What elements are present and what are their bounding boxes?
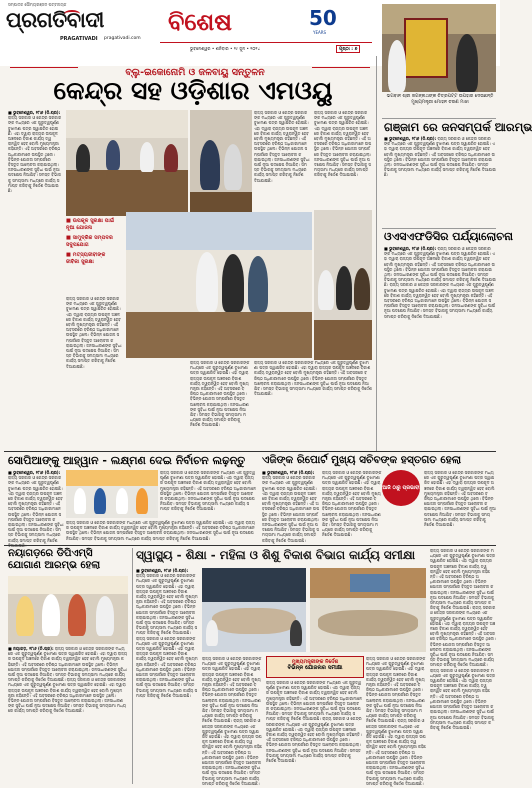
lead-column-5 (254, 110, 310, 208)
logo-sub: PRAGATIVADI (60, 36, 98, 42)
badge-text: YEARS (313, 30, 327, 35)
lead-column-2 (66, 296, 122, 446)
kicker-rule-right (312, 67, 370, 68)
lead-subhead-1: ■ ଉପକୂଳ ସୁରକ୍ଷା ପାଇଁ ନୂଆ ଯୋଜନା (66, 218, 115, 231)
bottom-story-5: ରାଜ୍ୟ ସରକାର ଓ କେନ୍ଦ୍ର ସରକାରଙ୍କ ମଧ୍ୟରେ ଏକ ଗୁରୁତ୍ୱପୂର୍ଣ୍ଣ ବୁଝାମଣା ପତ୍ର ସ୍ୱାକ୍ଷରିତ ହୋଇଛି। ଏହା ଦ୍ୱାରା ରାଜ୍ୟର ଉପକୂଳ ଅଞ୍ଚଳରେ ବିକାଶ କାର୍ଯ୍ୟ ତ୍ୱରାନ୍ୱିତ ହେବ ବୋଲି ମୁଖ୍ୟମନ୍ତ୍ରୀ କହିଛନ୍ତି। ଏହି ଅବସରରେ ବରିଷ୍ଠ ଅଧିକାରୀମାନେ ଉପସ୍ଥିତ ଥିଲେ। ବିଭିନ୍ନ ଯୋଜନା ସମ୍ପର୍କରେ ବିସ୍ତୃତ ଆଲୋଚନା କରାଯାଇଥିଲା। ଜନସାଧାରଣଙ୍କ ସୁବିଧା ପାଇଁ ନୂଆ ପଦକ୍ଷେପ ନିଆଯିବ। ସମସ୍ତ ବିଭାଗକୁ ସମୟସୀମା ମଧ୍ୟରେ କାର୍ଯ୍ୟ ସମାପ୍ତ କରିବାକୁ ନିର୍ଦ୍ଦେଶ ଦିଆଯାଇଛି। ରାଜ୍ୟ ସରକାର ଓ କେନ୍ଦ୍ର ସରକାରଙ୍କ ମଧ୍ୟରେ ଏକ ଗୁରୁତ୍ୱପୂର୍ଣ୍ଣ ବୁଝାମଣା ପତ୍ର ସ୍ୱାକ୍ଷରିତ ହୋଇଛି। ଏହା ଦ୍ୱାରା ରାଜ୍ୟର ଉପକୂଳ ଅଞ୍ଚଳରେ ବିକାଶ କାର୍ଯ୍ୟ ତ୍ୱରାନ୍ୱିତ ହେବ ବୋଲି ମୁଖ୍ୟମନ୍ତ୍ରୀ କହିଛନ୍ତି। ଏହି ଅବସରରେ ବରିଷ୍ଠ ଅଧିକାରୀମାନେ ଉପସ୍ଥିତ ଥିଲେ। ବିଭିନ୍ନ ଯୋଜନା ସମ୍ପର୍କରେ ବିସ୍ତୃତ ଆଲୋଚନା କରାଯାଇଥିଲା। ଜନସାଧାରଣଙ୍କ ସୁବିଧା ପାଇଁ ନୂଆ ପଦକ୍ଷେପ ନିଆଯିବ। ସମସ୍ତ ବିଭାଗକୁ ସମୟସୀମା ମଧ୍ୟରେ କାର୍ଯ୍ୟ ସମାପ୍ତ କରିବାକୁ ନିର୍ଦ୍ଦେଶ ଦିଆଯାଇଛି। ରାଜ୍ୟ ସରକାର ଓ କେନ୍ଦ୍ର ସରକାରଙ୍କ ମଧ୍ୟରେ ଏକ ଗୁରୁତ୍ୱପୂର୍ଣ୍ଣ ବୁଝାମଣା ପତ୍ର ସ୍ୱାକ୍ଷରିତ ହୋଇଛି। ଏହା ଦ୍ୱାରା ରାଜ୍ୟର ଉପକୂଳ ଅଞ୍ଚଳରେ ବିକାଶ କାର୍ଯ୍ୟ ତ୍ୱରାନ୍ୱିତ ହେବ ବୋଲି ମୁଖ୍ୟମନ୍ତ୍ରୀ କହିଛନ୍ତି। ଏହି ଅବସରରେ ବରିଷ୍ଠ ଅଧିକାରୀମାନେ ଉପସ୍ଥିତ ଥିଲେ। ବିଭିନ୍ନ ଯୋଜନା ସମ୍ପର୍କରେ ବିସ୍ତୃତ ଆଲୋଚନା କରାଯାଇଥିଲା। ଜନସାଧାରଣଙ୍କ ସୁବିଧା ପାଇଁ ନୂଆ ପଦକ୍ଷେପ ନିଆଯିବ। ସମସ୍ତ ବିଭାଗକୁ ସମୟସୀମା ମଧ୍ୟରେ କାର୍ଯ୍ୟ ସମାପ୍ତ କରିବାକୁ ନିର୍ଦ୍ଦେଶ ଦିଆଯାଇଛି। (430, 548, 496, 730)
effective-stamp-text: ଆଜି ଠାରୁ ପ୍ରଭାବୀ (382, 485, 420, 491)
lead-column-1 (8, 110, 62, 450)
middle-photo-rally (66, 470, 158, 518)
right-byline-2: ■ ଭୁବନେଶ୍ୱର, ୨୮ା୬ (ନି.ପ୍ର): (384, 246, 437, 251)
right-story-2: ■ ଭୁବନେଶ୍ୱର, ୨୮ା୬ (ନି.ପ୍ର): ରାଜ୍ୟ ସରକାର ଓ କେନ୍ଦ୍ର ସରକାରଙ୍କ ମଧ୍ୟରେ ଏକ ଗୁରୁତ୍ୱପୂର୍ଣ୍ଣ ବୁଝାମଣା ପତ୍ର ସ୍ୱାକ୍ଷରିତ ହୋଇଛି। ଏହା ଦ୍ୱାରା ରାଜ୍ୟର ଉପକୂଳ ଅଞ୍ଚଳରେ ବିକାଶ କାର୍ଯ୍ୟ ତ୍ୱରାନ୍ୱିତ ହେବ ବୋଲି ମୁଖ୍ୟମନ୍ତ୍ରୀ କହିଛନ୍ତି। ଏହି ଅବସରରେ ବରିଷ୍ଠ ଅଧିକାରୀମାନେ ଉପସ୍ଥିତ ଥିଲେ। ବିଭିନ୍ନ ଯୋଜନା ସମ୍ପର୍କରେ ବିସ୍ତୃତ ଆଲୋଚନା କରାଯାଇଥିଲା। ଜନସାଧାରଣଙ୍କ ସୁବିଧା ପାଇଁ ନୂଆ ପଦକ୍ଷେପ ନିଆଯିବ। ସମସ୍ତ ବିଭାଗକୁ ସମୟସୀମା ମଧ୍ୟରେ କାର୍ଯ୍ୟ ସମାପ୍ତ କରିବାକୁ ନିର୍ଦ୍ଦେଶ ଦିଆଯାଇଛି। ରାଜ୍ୟ ସରକାର ଓ କେନ୍ଦ୍ର ସରକାରଙ୍କ ମଧ୍ୟରେ ଏକ ଗୁରୁତ୍ୱପୂର୍ଣ୍ଣ ବୁଝାମଣା ପତ୍ର ସ୍ୱାକ୍ଷରିତ ହୋଇଛି। ଏହା ଦ୍ୱାରା ରାଜ୍ୟର ଉପକୂଳ ଅଞ୍ଚଳରେ ବିକାଶ କାର୍ଯ୍ୟ ତ୍ୱରାନ୍ୱିତ ହେବ ବୋଲି ମୁଖ୍ୟମନ୍ତ୍ରୀ କହିଛନ୍ତି। ଏହି ଅବସରରେ ବରିଷ୍ଠ ଅଧିକାରୀମାନେ ଉପସ୍ଥିତ ଥିଲେ। ବିଭିନ୍ନ ଯୋଜନା ସମ୍ପର୍କରେ ବିସ୍ତୃତ ଆଲୋଚନା କରାଯାଇଥିଲା। ଜନସାଧାରଣଙ୍କ ସୁବିଧା ପାଇଁ ନୂଆ ପଦକ୍ଷେପ ନିଆଯିବ। ସମସ୍ତ ବିଭାଗକୁ ସମୟସୀମା ମଧ୍ୟରେ କାର୍ଯ୍ୟ ସମାପ୍ତ କରିବାକୁ ନିର୍ଦ୍ଦେଶ ଦିଆଯାଇଛି। (384, 246, 496, 319)
bottom-left-byline: ■ ନୟାଗଡ଼, ୨୮ା୬ (ନି.ପ୍ର): (8, 646, 54, 651)
lead-col6-text: ରାଜ୍ୟ ସରକାର ଓ କେନ୍ଦ୍ର ସରକାରଙ୍କ ମଧ୍ୟରେ ଏକ ଗୁରୁତ୍ୱପୂର୍ଣ୍ଣ ବୁଝାମଣା ପତ୍ର ସ୍ୱାକ୍ଷରିତ ହୋଇଛି। ଏହା ଦ୍ୱାରା ରାଜ୍ୟର ଉପକୂଳ ଅଞ୍ଚଳରେ ବିକାଶ କାର୍ଯ୍ୟ ତ୍ୱରାନ୍ୱିତ ହେବ ବୋଲି ମୁଖ୍ୟମନ୍ତ୍ରୀ କହିଛନ୍ତି। ଏହି ଅବସରରେ ବରିଷ୍ଠ ଅଧିକାରୀମାନେ ଉପସ୍ଥିତ ଥିଲେ। ବିଭିନ୍ନ ଯୋଜନା ସମ୍ପର୍କରେ ବିସ୍ତୃତ ଆଲୋଚନା କରାଯାଇଥିଲା। ଜନସାଧାରଣଙ୍କ ସୁବିଧା ପାଇଁ ନୂଆ ପଦକ୍ଷେପ ନିଆଯିବ। ସମସ୍ତ ବିଭାଗକୁ ସମୟସୀମା ମଧ୍ୟରେ କାର୍ଯ୍ୟ ସମାପ୍ତ କରିବାକୁ ନିର୍ଦ୍ଦେଶ ଦିଆଯାଇଛି। (314, 110, 372, 178)
lead-byline: ■ ଭୁବନେଶ୍ୱର, ୨୮ା୬ (ନି.ପ୍ର): (8, 110, 61, 115)
right-photo-caption: ଭଗବାନ ଶ୍ରୀ ଜଗନ୍ନାଥଙ୍କ ଚିତ୍ରପଟ୍ଟ ଉପହାର ଦେଉଛନ୍ତି ମୁଖ୍ୟମନ୍ତ୍ରୀ ମୋହନ ଚରଣ ମାଝୀ (386, 94, 494, 105)
lead-photo-meeting (66, 110, 188, 216)
bottom-left-headline: ନୟାଗଡ଼ରେ ଡିପିଏମ୍ସି ଯୋଗାଣ ଆରମ୍ଭ ହେଲା (8, 548, 101, 571)
bottom-story-5-text: ରାଜ୍ୟ ସରକାର ଓ କେନ୍ଦ୍ର ସରକାରଙ୍କ ମଧ୍ୟରେ ଏକ ଗୁରୁତ୍ୱପୂର୍ଣ୍ଣ ବୁଝାମଣା ପତ୍ର ସ୍ୱାକ୍ଷରିତ ହୋଇଛି। ଏହା ଦ୍ୱାରା ରାଜ୍ୟର ଉପକୂଳ ଅଞ୍ଚଳରେ ବିକାଶ କାର୍ଯ୍ୟ ତ୍ୱରାନ୍ୱିତ ହେବ ବୋଲି ମୁଖ୍ୟମନ୍ତ୍ରୀ କହିଛନ୍ତି। ଏହି ଅବସରରେ ବରିଷ୍ଠ ଅଧିକାରୀମାନେ ଉପସ୍ଥିତ ଥିଲେ। ବିଭିନ୍ନ ଯୋଜନା ସମ୍ପର୍କରେ ବିସ୍ତୃତ ଆଲୋଚନା କରାଯାଇଥିଲା। ଜନସାଧାରଣଙ୍କ ସୁବିଧା ପାଇଁ ନୂଆ ପଦକ୍ଷେପ ନିଆଯିବ। ସମସ୍ତ ବିଭାଗକୁ ସମୟସୀମା ମଧ୍ୟରେ କାର୍ଯ୍ୟ ସମାପ୍ତ କରିବାକୁ ନିର୍ଦ୍ଦେଶ ଦିଆଯାଇଛି। (430, 548, 496, 611)
middle-right-story-1 (262, 470, 320, 542)
middle-left-story-3 (160, 470, 256, 518)
lead-photo-officials (314, 210, 372, 360)
right-byline-1: ■ ଭୁବନେଶ୍ୱର, ୨୮ା୬ (ନି.ପ୍ର): (384, 136, 437, 141)
middle-left-story-3-text: ରାଜ୍ୟ ସରକାର ଓ କେନ୍ଦ୍ର ସରକାରଙ୍କ ମଧ୍ୟରେ ଏକ ଗୁରୁତ୍ୱପୂର୍ଣ୍ଣ ବୁଝାମଣା ପତ୍ର ସ୍ୱାକ୍ଷରିତ ହୋଇଛି। ଏହା ଦ୍ୱାରା ରାଜ୍ୟର ଉପକୂଳ ଅଞ୍ଚଳରେ ବିକାଶ କାର୍ଯ୍ୟ ତ୍ୱରାନ୍ୱିତ ହେବ ବୋଲି ମୁଖ୍ୟମନ୍ତ୍ରୀ କହିଛନ୍ତି। ଏହି ଅବସରରେ ବରିଷ୍ଠ ଅଧିକାରୀମାନେ ଉପସ୍ଥିତ ଥିଲେ। ବିଭିନ୍ନ ଯୋଜନା ସମ୍ପର୍କରେ ବିସ୍ତୃତ ଆଲୋଚନା କରାଯାଇଥିଲା। ଜନସାଧାରଣଙ୍କ ସୁବିଧା ପାଇଁ ନୂଆ ପଦକ୍ଷେପ ନିଆଯିବ। ସମସ୍ତ ବିଭାଗକୁ ସମୟସୀମା ମଧ୍ୟରେ କାର୍ଯ୍ୟ ସମାପ୍ତ କରିବାକୁ ନିର୍ଦ୍ଦେଶ ଦିଆଯାଇଛି। (160, 470, 256, 512)
badge-number: 50 (309, 6, 337, 30)
right-headline-2: ଓଏସଏଫଡିସିର ପର୍ଯ୍ୟାଲୋଚନା (384, 230, 513, 243)
lead-column-4 (190, 360, 250, 448)
page-number: ପୃଷ୍ଠା : ୭ (336, 45, 360, 53)
right-story-1 (384, 136, 496, 226)
lead-subhead-2: ■ ସାମୁଦ୍ରିକ ସମ୍ପଦର ସଦୁପଯୋଗ (66, 235, 113, 248)
masthead-tagline: ସମ୍ପାଦକ ସୌମ୍ୟରଞ୍ଜନ ପଟ୍ଟନାୟକ (8, 2, 67, 7)
lead-col5-text: ରାଜ୍ୟ ସରକାର ଓ କେନ୍ଦ୍ର ସରକାରଙ୍କ ମଧ୍ୟରେ ଏକ ଗୁରୁତ୍ୱପୂର୍ଣ୍ଣ ବୁଝାମଣା ପତ୍ର ସ୍ୱାକ୍ଷରିତ ହୋଇଛି। ଏହା ଦ୍ୱାରା ରାଜ୍ୟର ଉପକୂଳ ଅଞ୍ଚଳରେ ବିକାଶ କାର୍ଯ୍ୟ ତ୍ୱରାନ୍ୱିତ ହେବ ବୋଲି ମୁଖ୍ୟମନ୍ତ୍ରୀ କହିଛନ୍ତି। ଏହି ଅବସରରେ ବରିଷ୍ଠ ଅଧିକାରୀମାନେ ଉପସ୍ଥିତ ଥିଲେ। ବିଭିନ୍ନ ଯୋଜନା ସମ୍ପର୍କରେ ବିସ୍ତୃତ ଆଲୋଚନା କରାଯାଇଥିଲା। ଜନସାଧାରଣଙ୍କ ସୁବିଧା ପାଇଁ ନୂଆ ପଦକ୍ଷେପ ନିଆଯିବ। ସମସ୍ତ ବିଭାଗକୁ ସମୟସୀମା ମଧ୍ୟରେ କାର୍ଯ୍ୟ ସମାପ୍ତ କରିବାକୁ ନିର୍ଦ୍ଦେଶ ଦିଆଯାଇଛି। (254, 110, 310, 183)
bottom-story-2: ରାଜ୍ୟ ସରକାର ଓ କେନ୍ଦ୍ର ସରକାରଙ୍କ ମଧ୍ୟରେ ଏକ ଗୁରୁତ୍ୱପୂର୍ଣ୍ଣ ବୁଝାମଣା ପତ୍ର ସ୍ୱାକ୍ଷରିତ ହୋଇଛି। ଏହା ଦ୍ୱାରା ରାଜ୍ୟର ଉପକୂଳ ଅଞ୍ଚଳରେ ବିକାଶ କାର୍ଯ୍ୟ ତ୍ୱରାନ୍ୱିତ ହେବ ବୋଲି ମୁଖ୍ୟମନ୍ତ୍ରୀ କହିଛନ୍ତି। ଏହି ଅବସରରେ ବରିଷ୍ଠ ଅଧିକାରୀମାନେ ଉପସ୍ଥିତ ଥିଲେ। ବିଭିନ୍ନ ଯୋଜନା ସମ୍ପର୍କରେ ବିସ୍ତୃତ ଆଲୋଚନା କରାଯାଇଥିଲା। ଜନସାଧାରଣଙ୍କ ସୁବିଧା ପାଇଁ ନୂଆ ପଦକ୍ଷେପ ନିଆଯିବ। ସମସ୍ତ ବିଭାଗକୁ ସମୟସୀମା ମଧ୍ୟରେ କାର୍ଯ୍ୟ ସମାପ୍ତ କରିବାକୁ ନିର୍ଦ୍ଦେଶ ଦିଆଯାଇଛି। ରାଜ୍ୟ ସରକାର ଓ କେନ୍ଦ୍ର ସରକାରଙ୍କ ମଧ୍ୟରେ ଏକ ଗୁରୁତ୍ୱପୂର୍ଣ୍ଣ ବୁଝାମଣା ପତ୍ର ସ୍ୱାକ୍ଷରିତ ହୋଇଛି। ଏହା ଦ୍ୱାରା ରାଜ୍ୟର ଉପକୂଳ ଅଞ୍ଚଳରେ ବିକାଶ କାର୍ଯ୍ୟ ତ୍ୱରାନ୍ୱିତ ହେବ ବୋଲି ମୁଖ୍ୟମନ୍ତ୍ରୀ କହିଛନ୍ତି। ଏହି ଅବସରରେ ବରିଷ୍ଠ ଅଧିକାରୀମାନେ ଉପସ୍ଥିତ ଥିଲେ। ବିଭିନ୍ନ ଯୋଜନା ସମ୍ପର୍କରେ ବିସ୍ତୃତ ଆଲୋଚନା କରାଯାଇଥିଲା। ଜନସାଧାରଣଙ୍କ ସୁବିଧା ପାଇଁ ନୂଆ ପଦକ୍ଷେପ ନିଆଯିବ। ସମସ୍ତ ବିଭାଗକୁ ସମୟସୀମା ମଧ୍ୟରେ କାର୍ଯ୍ୟ ସମାପ୍ତ କରିବାକୁ ନିର୍ଦ୍ଦେଶ ଦିଆଯାଇଛି। (202, 656, 262, 786)
lead-col4-text: ରାଜ୍ୟ ସରକାର ଓ କେନ୍ଦ୍ର ସରକାରଙ୍କ ମଧ୍ୟରେ ଏକ ଗୁରୁତ୍ୱପୂର୍ଣ୍ଣ ବୁଝାମଣା ପତ୍ର ସ୍ୱାକ୍ଷରିତ ହୋଇଛି। ଏହା ଦ୍ୱାରା ରାଜ୍ୟର ଉପକୂଳ ଅଞ୍ଚଳରେ ବିକାଶ କାର୍ଯ୍ୟ ତ୍ୱରାନ୍ୱିତ ହେବ ବୋଲି ମୁଖ୍ୟମନ୍ତ୍ରୀ କହିଛନ୍ତି। ଏହି ଅବସରରେ ବରିଷ୍ଠ ଅଧିକାରୀମାନେ ଉପସ୍ଥିତ ଥିଲେ। ବିଭିନ୍ନ ଯୋଜନା ସମ୍ପର୍କରେ ବିସ୍ତୃତ ଆଲୋଚନା କରାଯାଇଥିଲା। ଜନସାଧାରଣଙ୍କ ସୁବିଧା ପାଇଁ ନୂଆ ପଦକ୍ଷେପ ନିଆଯିବ। ସମସ୍ତ ବିଭାଗକୁ ସମୟସୀମା ମଧ୍ୟରେ କାର୍ଯ୍ୟ ସମାପ୍ତ କରିବାକୁ ନିର୍ଦ୍ଦେଶ ଦିଆଯାଇଛି। (190, 360, 250, 428)
bottom-story-4: ରାଜ୍ୟ ସରକାର ଓ କେନ୍ଦ୍ର ସରକାରଙ୍କ ମଧ୍ୟରେ ଏକ ଗୁରୁତ୍ୱପୂର୍ଣ୍ଣ ବୁଝାମଣା ପତ୍ର ସ୍ୱାକ୍ଷରିତ ହୋଇଛି। ଏହା ଦ୍ୱାରା ରାଜ୍ୟର ଉପକୂଳ ଅଞ୍ଚଳରେ ବିକାଶ କାର୍ଯ୍ୟ ତ୍ୱରାନ୍ୱିତ ହେବ ବୋଲି ମୁଖ୍ୟମନ୍ତ୍ରୀ କହିଛନ୍ତି। ଏହି ଅବସରରେ ବରିଷ୍ଠ ଅଧିକାରୀମାନେ ଉପସ୍ଥିତ ଥିଲେ। ବିଭିନ୍ନ ଯୋଜନା ସମ୍ପର୍କରେ ବିସ୍ତୃତ ଆଲୋଚନା କରାଯାଇଥିଲା। ଜନସାଧାରଣଙ୍କ ସୁବିଧା ପାଇଁ ନୂଆ ପଦକ୍ଷେପ ନିଆଯିବ। ସମସ୍ତ ବିଭାଗକୁ ସମୟସୀମା ମଧ୍ୟରେ କାର୍ଯ୍ୟ ସମାପ୍ତ କରିବାକୁ ନିର୍ଦ୍ଦେଶ ଦିଆଯାଇଛି। ରାଜ୍ୟ ସରକାର ଓ କେନ୍ଦ୍ର ସରକାରଙ୍କ ମଧ୍ୟରେ ଏକ ଗୁରୁତ୍ୱପୂର୍ଣ୍ଣ ବୁଝାମଣା ପତ୍ର ସ୍ୱାକ୍ଷରିତ ହୋଇଛି। ଏହା ଦ୍ୱାରା ରାଜ୍ୟର ଉପକୂଳ ଅଞ୍ଚଳରେ ବିକାଶ କାର୍ଯ୍ୟ ତ୍ୱରାନ୍ୱିତ ହେବ ବୋଲି ମୁଖ୍ୟମନ୍ତ୍ରୀ କହିଛନ୍ତି। ଏହି ଅବସରରେ ବରିଷ୍ଠ ଅଧିକାରୀମାନେ ଉପସ୍ଥିତ ଥିଲେ। ବିଭିନ୍ନ ଯୋଜନା ସମ୍ପର୍କରେ ବିସ୍ତୃତ ଆଲୋଚନା କରାଯାଇଥିଲା। ଜନସାଧାରଣଙ୍କ ସୁବିଧା ପାଇଁ ନୂଆ ପଦକ୍ଷେପ ନିଆଯିବ। ସମସ୍ତ ବିଭାଗକୁ ସମୟସୀମା ମଧ୍ୟରେ କାର୍ଯ୍ୟ ସମାପ୍ତ କରିବାକୁ ନିର୍ଦ୍ଦେଶ ଦିଆଯାଇଛି। (366, 656, 426, 786)
bottom-rule (4, 545, 496, 546)
bottom-story-3: ରାଜ୍ୟ ସରକାର ଓ କେନ୍ଦ୍ର ସରକାରଙ୍କ ମଧ୍ୟରେ ଏକ ଗୁରୁତ୍ୱପୂର୍ଣ୍ଣ ବୁଝାମଣା ପତ୍ର ସ୍ୱାକ୍ଷରିତ ହୋଇଛି। ଏହା ଦ୍ୱାରା ରାଜ୍ୟର ଉପକୂଳ ଅଞ୍ଚଳରେ ବିକାଶ କାର୍ଯ୍ୟ ତ୍ୱରାନ୍ୱିତ ହେବ ବୋଲି ମୁଖ୍ୟମନ୍ତ୍ରୀ କହିଛନ୍ତି। ଏହି ଅବସରରେ ବରିଷ୍ଠ ଅଧିକାରୀମାନେ ଉପସ୍ଥିତ ଥିଲେ। ବିଭିନ୍ନ ଯୋଜନା ସମ୍ପର୍କରେ ବିସ୍ତୃତ ଆଲୋଚନା କରାଯାଇଥିଲା। ଜନସାଧାରଣଙ୍କ ସୁବିଧା ପାଇଁ ନୂଆ ପଦକ୍ଷେପ ନିଆଯିବ। ସମସ୍ତ ବିଭାଗକୁ ସମୟସୀମା ମଧ୍ୟରେ କାର୍ଯ୍ୟ ସମାପ୍ତ କରିବାକୁ ନିର୍ଦ୍ଦେଶ ଦିଆଯାଇଛି। ରାଜ୍ୟ ସରକାର ଓ କେନ୍ଦ୍ର ସରକାରଙ୍କ ମଧ୍ୟରେ ଏକ ଗୁରୁତ୍ୱପୂର୍ଣ୍ଣ ବୁଝାମଣା ପତ୍ର ସ୍ୱାକ୍ଷରିତ ହୋଇଛି। ଏହା ଦ୍ୱାରା ରାଜ୍ୟର ଉପକୂଳ ଅଞ୍ଚଳରେ ବିକାଶ କାର୍ଯ୍ୟ ତ୍ୱରାନ୍ୱିତ ହେବ ବୋଲି ମୁଖ୍ୟମନ୍ତ୍ରୀ କହିଛନ୍ତି। ଏହି ଅବସରରେ ବରିଷ୍ଠ ଅଧିକାରୀମାନେ ଉପସ୍ଥିତ ଥିଲେ। ବିଭିନ୍ନ ଯୋଜନା ସମ୍ପର୍କରେ ବିସ୍ତୃତ ଆଲୋଚନା କରାଯାଇଥିଲା। ଜନସାଧାରଣଙ୍କ ସୁବିଧା ପାଇଁ ନୂଆ ପଦକ୍ଷେପ ନିଆଯିବ। ସମସ୍ତ ବିଭାଗକୁ ସମୟସୀମା ମଧ୍ୟରେ କାର୍ଯ୍ୟ ସମାପ୍ତ କରିବାକୁ ନିର୍ଦ୍ଦେଶ ଦିଆଯାଇଛି। (266, 680, 362, 764)
masthead-rule (160, 42, 372, 43)
middle-right-story-3 (424, 470, 496, 542)
bottom-story-3-text: ରାଜ୍ୟ ସରକାର ଓ କେନ୍ଦ୍ର ସରକାରଙ୍କ ମଧ୍ୟରେ ଏକ ଗୁରୁତ୍ୱପୂର୍ଣ୍ଣ ବୁଝାମଣା ପତ୍ର ସ୍ୱାକ୍ଷରିତ ହୋଇଛି। ଏହା ଦ୍ୱାରା ରାଜ୍ୟର ଉପକୂଳ ଅଞ୍ଚଳରେ ବିକାଶ କାର୍ଯ୍ୟ ତ୍ୱରାନ୍ୱିତ ହେବ ବୋଲି ମୁଖ୍ୟମନ୍ତ୍ରୀ କହିଛନ୍ତି। ଏହି ଅବସରରେ ବରିଷ୍ଠ ଅଧିକାରୀମାନେ ଉପସ୍ଥିତ ଥିଲେ। ବିଭିନ୍ନ ଯୋଜନା ସମ୍ପର୍କରେ ବିସ୍ତୃତ ଆଲୋଚନା କରାଯାଇଥିଲା। ଜନସାଧାରଣଙ୍କ ସୁବିଧା ପାଇଁ ନୂଆ ପଦକ୍ଷେପ ନିଆଯିବ। ସମସ୍ତ ବିଭାଗକୁ ସମୟସୀମା ମଧ୍ୟରେ କାର୍ଯ୍ୟ ସମାପ୍ତ କରିବାକୁ ନିର୍ଦ୍ଦେଶ ଦିଆଯାଇଛି। (266, 680, 362, 722)
logo-swoosh (64, 10, 80, 18)
bottom-story-2-text: ରାଜ୍ୟ ସରକାର ଓ କେନ୍ଦ୍ର ସରକାରଙ୍କ ମଧ୍ୟରେ ଏକ ଗୁରୁତ୍ୱପୂର୍ଣ୍ଣ ବୁଝାମଣା ପତ୍ର ସ୍ୱାକ୍ଷରିତ ହୋଇଛି। ଏହା ଦ୍ୱାରା ରାଜ୍ୟର ଉପକୂଳ ଅଞ୍ଚଳରେ ବିକାଶ କାର୍ଯ୍ୟ ତ୍ୱରାନ୍ୱିତ ହେବ ବୋଲି ମୁଖ୍ୟମନ୍ତ୍ରୀ କହିଛନ୍ତି। ଏହି ଅବସରରେ ବରିଷ୍ଠ ଅଧିକାରୀମାନେ ଉପସ୍ଥିତ ଥିଲେ। ବିଭିନ୍ନ ଯୋଜନା ସମ୍ପର୍କରେ ବିସ୍ତୃତ ଆଲୋଚନା କରାଯାଇଥିଲା। ଜନସାଧାରଣଙ୍କ ସୁବିଧା ପାଇଁ ନୂଆ ପଦକ୍ଷେପ ନିଆଯିବ। ସମସ୍ତ ବିଭାଗକୁ ସମୟସୀମା ମଧ୍ୟରେ କାର୍ଯ୍ୟ ସମାପ୍ତ କରିବାକୁ ନିର୍ଦ୍ଦେଶ ଦିଆଯାଇଛି। (202, 656, 262, 724)
anniversary-badge (303, 6, 341, 40)
lead-kicker (80, 60, 310, 78)
lead-column-7 (254, 360, 372, 448)
logo (6, 8, 146, 36)
middle-left-story-2-text: ରାଜ୍ୟ ସରକାର ଓ କେନ୍ଦ୍ର ସରକାରଙ୍କ ମଧ୍ୟରେ ଏକ ଗୁରୁତ୍ୱପୂର୍ଣ୍ଣ ବୁଝାମଣା ପତ୍ର ସ୍ୱାକ୍ଷରିତ ହୋଇଛି। ଏହା ଦ୍ୱାରା ରାଜ୍ୟର ଉପକୂଳ ଅଞ୍ଚଳରେ ବିକାଶ କାର୍ଯ୍ୟ ତ୍ୱରାନ୍ୱିତ ହେବ ବୋଲି ମୁଖ୍ୟମନ୍ତ୍ରୀ କହିଛନ୍ତି। ଏହି ଅବସରରେ ବରିଷ୍ଠ ଅଧିକାରୀମାନେ ଉପସ୍ଥିତ ଥିଲେ। ବିଭିନ୍ନ ଯୋଜନା ସମ୍ପର୍କରେ ବିସ୍ତୃତ ଆଲୋଚନା କରାଯାଇଥିଲା। ଜନସାଧାରଣଙ୍କ ସୁବିଧା ପାଇଁ ନୂଆ ପଦକ୍ଷେପ ନିଆଯିବ। ସମସ୍ତ ବିଭାଗକୁ ସମୟସୀମା ମଧ୍ୟରେ କାର୍ଯ୍ୟ ସମାପ୍ତ କରିବାକୁ ନିର୍ଦ୍ଦେଶ ଦିଆଯାଇଛି। (66, 520, 255, 541)
middle-right-byline: ■ ଭୁବନେଶ୍ୱର, ୨୮ା୬ (ନି.ପ୍ର): (262, 470, 315, 475)
middle-right-story-2-text: ରାଜ୍ୟ ସରକାର ଓ କେନ୍ଦ୍ର ସରକାରଙ୍କ ମଧ୍ୟରେ ଏକ ଗୁରୁତ୍ୱପୂର୍ଣ୍ଣ ବୁଝାମଣା ପତ୍ର ସ୍ୱାକ୍ଷରିତ ହୋଇଛି। ଏହା ଦ୍ୱାରା ରାଜ୍ୟର ଉପକୂଳ ଅଞ୍ଚଳରେ ବିକାଶ କାର୍ଯ୍ୟ ତ୍ୱରାନ୍ୱିତ ହେବ ବୋଲି ମୁଖ୍ୟମନ୍ତ୍ରୀ କହିଛନ୍ତି। ଏହି ଅବସରରେ ବରିଷ୍ଠ ଅଧିକାରୀମାନେ ଉପସ୍ଥିତ ଥିଲେ। ବିଭିନ୍ନ ଯୋଜନା ସମ୍ପର୍କରେ ବିସ୍ତୃତ ଆଲୋଚନା କରାଯାଇଥିଲା। ଜନସାଧାରଣଙ୍କ ସୁବିଧା ପାଇଁ ନୂଆ ପଦକ୍ଷେପ ନିଆଯିବ। ସମସ୍ତ ବିଭାଗକୁ ସମୟସୀମା ମଧ୍ୟରେ କାର୍ଯ୍ୟ ସମାପ୍ତ କରିବାକୁ ନିର୍ଦ୍ଦେଶ ଦିଆଯାଇଛି। (322, 470, 382, 538)
right-story-2-text: ରାଜ୍ୟ ସରକାର ଓ କେନ୍ଦ୍ର ସରକାରଙ୍କ ମଧ୍ୟରେ ଏକ ଗୁରୁତ୍ୱପୂର୍ଣ୍ଣ ବୁଝାମଣା ପତ୍ର ସ୍ୱାକ୍ଷରିତ ହୋଇଛି। ଏହା ଦ୍ୱାରା ରାଜ୍ୟର ଉପକୂଳ ଅଞ୍ଚଳରେ ବିକାଶ କାର୍ଯ୍ୟ ତ୍ୱରାନ୍ୱିତ ହେବ ବୋଲି ମୁଖ୍ୟମନ୍ତ୍ରୀ କହିଛନ୍ତି। ଏହି ଅବସରରେ ବରିଷ୍ଠ ଅଧିକାରୀମାନେ ଉପସ୍ଥିତ ଥିଲେ। ବିଭିନ୍ନ ଯୋଜନା ସମ୍ପର୍କରେ ବିସ୍ତୃତ ଆଲୋଚନା କରାଯାଇଥିଲା। ଜନସାଧାରଣଙ୍କ ସୁବିଧା ପାଇଁ ନୂଆ ପଦକ୍ଷେପ ନିଆଯିବ। ସମସ୍ତ ବିଭାଗକୁ ସମୟସୀମା ମଧ୍ୟରେ କାର୍ଯ୍ୟ ସମାପ୍ତ କରିବାକୁ ନିର୍ଦ୍ଦେଶ ଦିଆଯାଇଛି। (384, 246, 496, 288)
bottom-story-4-text: ରାଜ୍ୟ ସରକାର ଓ କେନ୍ଦ୍ର ସରକାରଙ୍କ ମଧ୍ୟରେ ଏକ ଗୁରୁତ୍ୱପୂର୍ଣ୍ଣ ବୁଝାମଣା ପତ୍ର ସ୍ୱାକ୍ଷରିତ ହୋଇଛି। ଏହା ଦ୍ୱାରା ରାଜ୍ୟର ଉପକୂଳ ଅଞ୍ଚଳରେ ବିକାଶ କାର୍ଯ୍ୟ ତ୍ୱରାନ୍ୱିତ ହେବ ବୋଲି ମୁଖ୍ୟମନ୍ତ୍ରୀ କହିଛନ୍ତି। ଏହି ଅବସରରେ ବରିଷ୍ଠ ଅଧିକାରୀମାନେ ଉପସ୍ଥିତ ଥିଲେ। ବିଭିନ୍ନ ଯୋଜନା ସମ୍ପର୍କରେ ବିସ୍ତୃତ ଆଲୋଚନା କରାଯାଇଥିଲା। ଜନସାଧାରଣଙ୍କ ସୁବିଧା ପାଇଁ ନୂଆ ପଦକ୍ଷେପ ନିଆଯିବ। ସମସ୍ତ ବିଭାଗକୁ ସମୟସୀମା ମଧ୍ୟରେ କାର୍ଯ୍ୟ ସମାପ୍ତ କରିବାକୁ ନିର୍ଦ୍ଦେଶ ଦିଆଯାଇଛି। (366, 656, 426, 724)
bottom-photo-review (310, 568, 426, 652)
right-rule-2 (382, 228, 496, 229)
vertical-divider (376, 56, 377, 451)
lead-column-6 (314, 110, 372, 208)
bottom-left-photo (8, 576, 128, 644)
lead-col2-text: ରାଜ୍ୟ ସରକାର ଓ କେନ୍ଦ୍ର ସରକାରଙ୍କ ମଧ୍ୟରେ ଏକ ଗୁରୁତ୍ୱପୂର୍ଣ୍ଣ ବୁଝାମଣା ପତ୍ର ସ୍ୱାକ୍ଷରିତ ହୋଇଛି। ଏହା ଦ୍ୱାରା ରାଜ୍ୟର ଉପକୂଳ ଅଞ୍ଚଳରେ ବିକାଶ କାର୍ଯ୍ୟ ତ୍ୱରାନ୍ୱିତ ହେବ ବୋଲି ମୁଖ୍ୟମନ୍ତ୍ରୀ କହିଛନ୍ତି। ଏହି ଅବସରରେ ବରିଷ୍ଠ ଅଧିକାରୀମାନେ ଉପସ୍ଥିତ ଥିଲେ। ବିଭିନ୍ନ ଯୋଜନା ସମ୍ପର୍କରେ ବିସ୍ତୃତ ଆଲୋଚନା କରାଯାଇଥିଲା। ଜନସାଧାରଣଙ୍କ ସୁବିଧା ପାଇଁ ନୂଆ ପଦକ୍ଷେପ ନିଆଯିବ। ସମସ୍ତ ବିଭାଗକୁ ସମୟସୀମା ମଧ୍ୟରେ କାର୍ଯ୍ୟ ସମାପ୍ତ କରିବାକୁ ନିର୍ଦ୍ଦେଶ ଦିଆଯାଇଛି। (66, 296, 122, 369)
lead-photo-signing (190, 110, 252, 216)
bottom-left-story: ■ ନୟାଗଡ଼, ୨୮ା୬ (ନି.ପ୍ର): ରାଜ୍ୟ ସରକାର ଓ କେନ୍ଦ୍ର ସରକାରଙ୍କ ମଧ୍ୟରେ ଏକ ଗୁରୁତ୍ୱପୂର୍ଣ୍ଣ ବୁଝାମଣା ପତ୍ର ସ୍ୱାକ୍ଷରିତ ହୋଇଛି। ଏହା ଦ୍ୱାରା ରାଜ୍ୟର ଉପକୂଳ ଅଞ୍ଚଳରେ ବିକାଶ କାର୍ଯ୍ୟ ତ୍ୱରାନ୍ୱିତ ହେବ ବୋଲି ମୁଖ୍ୟମନ୍ତ୍ରୀ କହିଛନ୍ତି। ଏହି ଅବସରରେ ବରିଷ୍ଠ ଅଧିକାରୀମାନେ ଉପସ୍ଥିତ ଥିଲେ। ବିଭିନ୍ନ ଯୋଜନା ସମ୍ପର୍କରେ ବିସ୍ତୃତ ଆଲୋଚନା କରାଯାଇଥିଲା। ଜନସାଧାରଣଙ୍କ ସୁବିଧା ପାଇଁ ନୂଆ ପଦକ୍ଷେପ ନିଆଯିବ। ସମସ୍ତ ବିଭାଗକୁ ସମୟସୀମା ମଧ୍ୟରେ କାର୍ଯ୍ୟ ସମାପ୍ତ କରିବାକୁ ନିର୍ଦ୍ଦେଶ ଦିଆଯାଇଛି। ରାଜ୍ୟ ସରକାର ଓ କେନ୍ଦ୍ର ସରକାରଙ୍କ ମଧ୍ୟରେ ଏକ ଗୁରୁତ୍ୱପୂର୍ଣ୍ଣ ବୁଝାମଣା ପତ୍ର ସ୍ୱାକ୍ଷରିତ ହୋଇଛି। ଏହା ଦ୍ୱାରା ରାଜ୍ୟର ଉପକୂଳ ଅଞ୍ଚଳରେ ବିକାଶ କାର୍ଯ୍ୟ ତ୍ୱରାନ୍ୱିତ ହେବ ବୋଲି ମୁଖ୍ୟମନ୍ତ୍ରୀ କହିଛନ୍ତି। ଏହି ଅବସରରେ ବରିଷ୍ଠ ଅଧିକାରୀମାନେ ଉପସ୍ଥିତ ଥିଲେ। ବିଭିନ୍ନ ଯୋଜନା ସମ୍ପର୍କରେ ବିସ୍ତୃତ ଆଲୋଚନା କରାଯାଇଥିଲା। ଜନସାଧାରଣଙ୍କ ସୁବିଧା ପାଇଁ ନୂଆ ପଦକ୍ଷେପ ନିଆଯିବ। ସମସ୍ତ ବିଭାଗକୁ ସମୟସୀମା ମଧ୍ୟରେ କାର୍ଯ୍ୟ ସମାପ୍ତ କରିବାକୁ ନିର୍ଦ୍ଦେଶ ଦିଆଯାଇଛି। (8, 646, 128, 714)
bottom-story-1-text: ରାଜ୍ୟ ସରକାର ଓ କେନ୍ଦ୍ର ସରକାରଙ୍କ ମଧ୍ୟରେ ଏକ ଗୁରୁତ୍ୱପୂର୍ଣ୍ଣ ବୁଝାମଣା ପତ୍ର ସ୍ୱାକ୍ଷରିତ ହୋଇଛି। ଏହା ଦ୍ୱାରା ରାଜ୍ୟର ଉପକୂଳ ଅଞ୍ଚଳରେ ବିକାଶ କାର୍ଯ୍ୟ ତ୍ୱରାନ୍ୱିତ ହେବ ବୋଲି ମୁଖ୍ୟମନ୍ତ୍ରୀ କହିଛନ୍ତି। ଏହି ଅବସରରେ ବରିଷ୍ଠ ଅଧିକାରୀମାନେ ଉପସ୍ଥିତ ଥିଲେ। ବିଭିନ୍ନ ଯୋଜନା ସମ୍ପର୍କରେ ବିସ୍ତୃତ ଆଲୋଚନା କରାଯାଇଥିଲା। ଜନସାଧାରଣଙ୍କ ସୁବିଧା ପାଇଁ ନୂଆ ପଦକ୍ଷେପ ନିଆଯିବ। ସମସ୍ତ ବିଭାଗକୁ ସମୟସୀମା ମଧ୍ୟରେ କାର୍ଯ୍ୟ ସମାପ୍ତ କରିବାକୁ ନିର୍ଦ୍ଦେଶ ଦିଆଯାଇଛି। (136, 573, 198, 636)
lead-photo-group (126, 212, 312, 358)
bottom-divider (132, 548, 133, 784)
effective-stamp (382, 470, 420, 506)
website: pragativadi.com (104, 36, 141, 41)
middle-right-story-2 (322, 470, 382, 542)
bottom-byline: ■ ଭୁବନେଶ୍ୱର, ୨୮ା୬ (ନି.ପ୍ର): (136, 568, 189, 573)
lead-kicker-text: ବ୍ଲୁ-ଇକୋନୋମି ଓ ଜଳବାୟୁ ସନ୍ତୁଳନ (125, 67, 265, 78)
lead-subhead-3: ■ ମତ୍ସ୍ୟଜୀବୀଙ୍କ ଜୀବିକା ସୁରକ୍ଷା (66, 252, 106, 265)
kicker-rule-left (10, 67, 78, 68)
middle-left-byline: ■ ଭୁବନେଶ୍ୱର, ୨୮ା୬ (ନି.ପ୍ର): (8, 470, 61, 475)
bottom-headline: ସ୍ୱାସ୍ଥ୍ୟ - ଶିକ୍ଷା - ମହିଳା ଓ ଶିଶୁ ବିକାଶ ବିଭାଗ କାର୍ଯ୍ୟ ସମୀକ୍ଷା (136, 548, 416, 562)
middle-right-story-1-text: ରାଜ୍ୟ ସରକାର ଓ କେନ୍ଦ୍ର ସରକାରଙ୍କ ମଧ୍ୟରେ ଏକ ଗୁରୁତ୍ୱପୂର୍ଣ୍ଣ ବୁଝାମଣା ପତ୍ର ସ୍ୱାକ୍ଷରିତ ହୋଇଛି। ଏହା ଦ୍ୱାରା ରାଜ୍ୟର ଉପକୂଳ ଅଞ୍ଚଳରେ ବିକାଶ କାର୍ଯ୍ୟ ତ୍ୱରାନ୍ୱିତ ହେବ ବୋଲି ମୁଖ୍ୟମନ୍ତ୍ରୀ କହିଛନ୍ତି। ଏହି ଅବସରରେ ବରିଷ୍ଠ ଅଧିକାରୀମାନେ ଉପସ୍ଥିତ ଥିଲେ। ବିଭିନ୍ନ ଯୋଜନା ସମ୍ପର୍କରେ ବିସ୍ତୃତ ଆଲୋଚନା କରାଯାଇଥିଲା। ଜନସାଧାରଣଙ୍କ ସୁବିଧା ପାଇଁ ନୂଆ ପଦକ୍ଷେପ ନିଆଯିବ। ସମସ୍ତ ବିଭାଗକୁ ସମୟସୀମା ମଧ୍ୟରେ କାର୍ଯ୍ୟ ସମାପ୍ତ କରିବାକୁ ନିର୍ଦ୍ଦେଶ ଦିଆଯାଇଛି। (262, 475, 320, 543)
middle-left-story (8, 470, 64, 542)
middle-left-story-text: ରାଜ୍ୟ ସରକାର ଓ କେନ୍ଦ୍ର ସରକାରଙ୍କ ମଧ୍ୟରେ ଏକ ଗୁରୁତ୍ୱପୂର୍ଣ୍ଣ ବୁଝାମଣା ପତ୍ର ସ୍ୱାକ୍ଷରିତ ହୋଇଛି। ଏହା ଦ୍ୱାରା ରାଜ୍ୟର ଉପକୂଳ ଅଞ୍ଚଳରେ ବିକାଶ କାର୍ଯ୍ୟ ତ୍ୱରାନ୍ୱିତ ହେବ ବୋଲି ମୁଖ୍ୟମନ୍ତ୍ରୀ କହିଛନ୍ତି। ଏହି ଅବସରରେ ବରିଷ୍ଠ ଅଧିକାରୀମାନେ ଉପସ୍ଥିତ ଥିଲେ। ବିଭିନ୍ନ ଯୋଜନା ସମ୍ପର୍କରେ ବିସ୍ତୃତ ଆଲୋଚନା କରାଯାଇଥିଲା। ଜନସାଧାରଣଙ୍କ ସୁବିଧା ପାଇଁ ନୂଆ ପଦକ୍ଷେପ ନିଆଯିବ। ସମସ୍ତ ବିଭାଗକୁ ସମୟସୀମା ମଧ୍ୟରେ କାର୍ଯ୍ୟ ସମାପ୍ତ କରିବାକୁ ନିର୍ଦ୍ଦେଶ (8, 475, 64, 543)
bottom-story-1: ■ ଭୁବନେଶ୍ୱର, ୨୮ା୬ (ନି.ପ୍ର): ରାଜ୍ୟ ସରକାର ଓ କେନ୍ଦ୍ର ସରକାରଙ୍କ ମଧ୍ୟରେ ଏକ ଗୁରୁତ୍ୱପୂର୍ଣ୍ଣ ବୁଝାମଣା ପତ୍ର ସ୍ୱାକ୍ଷରିତ ହୋଇଛି। ଏହା ଦ୍ୱାରା ରାଜ୍ୟର ଉପକୂଳ ଅଞ୍ଚଳରେ ବିକାଶ କାର୍ଯ୍ୟ ତ୍ୱରାନ୍ୱିତ ହେବ ବୋଲି ମୁଖ୍ୟମନ୍ତ୍ରୀ କହିଛନ୍ତି। ଏହି ଅବସରରେ ବରିଷ୍ଠ ଅଧିକାରୀମାନେ ଉପସ୍ଥିତ ଥିଲେ। ବିଭିନ୍ନ ଯୋଜନା ସମ୍ପର୍କରେ ବିସ୍ତୃତ ଆଲୋଚନା କରାଯାଇଥିଲା। ଜନସାଧାରଣଙ୍କ ସୁବିଧା ପାଇଁ ନୂଆ ପଦକ୍ଷେପ ନିଆଯିବ। ସମସ୍ତ ବିଭାଗକୁ ସମୟସୀମା ମଧ୍ୟରେ କାର୍ଯ୍ୟ ସମାପ୍ତ କରିବାକୁ ନିର୍ଦ୍ଦେଶ ଦିଆଯାଇଛି। ରାଜ୍ୟ ସରକାର ଓ କେନ୍ଦ୍ର ସରକାରଙ୍କ ମଧ୍ୟରେ ଏକ ଗୁରୁତ୍ୱପୂର୍ଣ୍ଣ ବୁଝାମଣା ପତ୍ର ସ୍ୱାକ୍ଷରିତ ହୋଇଛି। ଏହା ଦ୍ୱାରା ରାଜ୍ୟର ଉପକୂଳ ଅଞ୍ଚଳରେ ବିକାଶ କାର୍ଯ୍ୟ ତ୍ୱରାନ୍ୱିତ ହେବ ବୋଲି ମୁଖ୍ୟମନ୍ତ୍ରୀ କହିଛନ୍ତି। ଏହି ଅବସରରେ ବରିଷ୍ଠ ଅଧିକାରୀମାନେ ଉପସ୍ଥିତ ଥିଲେ। ବିଭିନ୍ନ ଯୋଜନା ସମ୍ପର୍କରେ ବିସ୍ତୃତ ଆଲୋଚନା କରାଯାଇଥିଲା। ଜନସାଧାରଣଙ୍କ ସୁବିଧା ପାଇଁ ନୂଆ ପଦକ୍ଷେପ ନିଆଯିବ। ସମସ୍ତ ବିଭାଗକୁ ସମୟସୀମା ମଧ୍ୟରେ କାର୍ଯ୍ୟ ସମାପ୍ତ କରିବାକୁ ନିର୍ଦ୍ଦେଶ ଦିଆଯାଇଛି। (136, 568, 198, 698)
middle-right-headline: ଏଜିଙ୍କ ରିପୋର୍ଟ ମୁଖ୍ୟ ସଚିବଙ୍କ ହସ୍ତଗତ ହେଲା (262, 454, 462, 466)
right-story-1-text: ରାଜ୍ୟ ସରକାର ଓ କେନ୍ଦ୍ର ସରକାରଙ୍କ ମଧ୍ୟରେ ଏକ ଗୁରୁତ୍ୱପୂର୍ଣ୍ଣ ବୁଝାମଣା ପତ୍ର ସ୍ୱାକ୍ଷରିତ ହୋଇଛି। ଏହା ଦ୍ୱାରା ରାଜ୍ୟର ଉପକୂଳ ଅଞ୍ଚଳରେ ବିକାଶ କାର୍ଯ୍ୟ ତ୍ୱରାନ୍ୱିତ ହେବ ବୋଲି ମୁଖ୍ୟମନ୍ତ୍ରୀ କହିଛନ୍ତି। ଏହି ଅବସରରେ ବରିଷ୍ଠ ଅଧିକାରୀମାନେ ଉପସ୍ଥିତ ଥିଲେ। ବିଭିନ୍ନ ଯୋଜନା ସମ୍ପର୍କରେ ବିସ୍ତୃତ ଆଲୋଚନା କରାଯାଇଥିଲା। ଜନସାଧାରଣଙ୍କ ସୁବିଧା ପାଇଁ ନୂଆ ପଦକ୍ଷେପ ନିଆଯିବ। ସମସ୍ତ ବିଭାଗକୁ ସମୟସୀମା ମଧ୍ୟରେ କାର୍ଯ୍ୟ ସମାପ୍ତ କରିବାକୁ ନିର୍ଦ୍ଦେଶ ଦିଆଯାଇଛି। (384, 136, 496, 178)
middle-rule (4, 451, 496, 452)
lead-subheads (66, 218, 120, 266)
lead-col1-text: ରାଜ୍ୟ ସରକାର ଓ କେନ୍ଦ୍ର ସରକାରଙ୍କ ମଧ୍ୟରେ ଏକ ଗୁରୁତ୍ୱପୂର୍ଣ୍ଣ ବୁଝାମଣା ପତ୍ର ସ୍ୱାକ୍ଷରିତ ହୋଇଛି। ଏହା ଦ୍ୱାରା ରାଜ୍ୟର ଉପକୂଳ ଅଞ୍ଚଳରେ ବିକାଶ କାର୍ଯ୍ୟ ତ୍ୱରାନ୍ୱିତ ହେବ ବୋଲି ମୁଖ୍ୟମନ୍ତ୍ରୀ କହିଛନ୍ତି। ଏହି ଅବସରରେ ବରିଷ୍ଠ ଅଧିକାରୀମାନେ ଉପସ୍ଥିତ ଥିଲେ। ବିଭିନ୍ନ ଯୋଜନା ସମ୍ପର୍କରେ ବିସ୍ତୃତ ଆଲୋଚନା କରାଯାଇଥିଲା। ଜନସାଧାରଣଙ୍କ ସୁବିଧା ପାଇଁ ନୂଆ ପଦକ୍ଷେପ ନିଆଯିବ। ସମସ୍ତ ବିଭାଗକୁ ସମୟସୀମା ମଧ୍ୟରେ କାର୍ଯ୍ୟ ସମାପ୍ତ କରିବାକୁ ନିର୍ଦ୍ଦେଶ ଦିଆଯାଇଛି। (8, 115, 62, 194)
right-headline-1: ଗଞ୍ଜାମ ରେ ଜନସମ୍ପର୍କ ଆରମ୍ଭ (384, 120, 532, 134)
middle-left-headline: ସୋପିଆଙ୍କୁ ଆହ୍ୱାନ - ଲକ୍ଷ୍ମଣ ଦେଇ ନିର୍ବାଚନ ଲଢ଼ନ୍ତୁ (8, 454, 246, 467)
middle-left-story-2 (66, 520, 256, 544)
bottom-box-title: ମୁଖ୍ୟମନ୍ତ୍ରୀଙ୍କ ନିର୍ଦ୍ଦେଶ (291, 659, 339, 665)
dateline: ଭୁବନେଶ୍ୱର • ଶନିବାର • ୨୯ ଜୁନ • ୨୦୨୪ (190, 46, 261, 51)
bottom-photo-meeting (202, 568, 306, 652)
bottom-left-story-text: ରାଜ୍ୟ ସରକାର ଓ କେନ୍ଦ୍ର ସରକାରଙ୍କ ମଧ୍ୟରେ ଏକ ଗୁରୁତ୍ୱପୂର୍ଣ୍ଣ ବୁଝାମଣା ପତ୍ର ସ୍ୱାକ୍ଷରିତ ହୋଇଛି। ଏହା ଦ୍ୱାରା ରାଜ୍ୟର ଉପକୂଳ ଅଞ୍ଚଳରେ ବିକାଶ କାର୍ଯ୍ୟ ତ୍ୱରାନ୍ୱିତ ହେବ ବୋଲି ମୁଖ୍ୟମନ୍ତ୍ରୀ କହିଛନ୍ତି। ଏହି ଅବସରରେ ବରିଷ୍ଠ ଅଧିକାରୀମାନେ ଉପସ୍ଥିତ ଥିଲେ। ବିଭିନ୍ନ ଯୋଜନା ସମ୍ପର୍କରେ ବିସ୍ତୃତ ଆଲୋଚନା କରାଯାଇଥିଲା। ଜନସାଧାରଣଙ୍କ ସୁବିଧା ପାଇଁ ନୂଆ ପଦକ୍ଷେପ ନିଆଯିବ। ସମସ୍ତ ବିଭାଗକୁ ସମୟସୀମା ମଧ୍ୟରେ କାର୍ଯ୍ୟ ସମାପ୍ତ କରିବାକୁ ନିର୍ଦ୍ଦେଶ ଦିଆଯାଇଛି। (8, 646, 128, 683)
bottom-box-sub: ବିଭିନ୍ନ ଯୋଜନାର ସମୀକ୍ଷା (287, 665, 343, 671)
right-rule-1 (382, 118, 496, 119)
logo-text: ପ୍ରଗତିବାଦୀ (6, 8, 104, 32)
bottom-left-headline-wrap (8, 548, 128, 572)
right-photo-cm (382, 4, 496, 92)
bottom-box (266, 656, 364, 678)
lead-col7-text: ରାଜ୍ୟ ସରକାର ଓ କେନ୍ଦ୍ର ସରକାରଙ୍କ ମଧ୍ୟରେ ଏକ ଗୁରୁତ୍ୱପୂର୍ଣ୍ଣ ବୁଝାମଣା ପତ୍ର ସ୍ୱାକ୍ଷରିତ ହୋଇଛି। ଏହା ଦ୍ୱାରା ରାଜ୍ୟର ଉପକୂଳ ଅଞ୍ଚଳରେ ବିକାଶ କାର୍ଯ୍ୟ ତ୍ୱରାନ୍ୱିତ ହେବ ବୋଲି ମୁଖ୍ୟମନ୍ତ୍ରୀ କହିଛନ୍ତି। ଏହି ଅବସରରେ ବରିଷ୍ଠ ଅଧିକାରୀମାନେ ଉପସ୍ଥିତ ଥିଲେ। ବିଭିନ୍ନ ଯୋଜନା ସମ୍ପର୍କରେ ବିସ୍ତୃତ ଆଲୋଚନା କରାଯାଇଥିଲା। ଜନସାଧାରଣଙ୍କ ସୁବିଧା ପାଇଁ ନୂଆ ପଦକ୍ଷେପ ନିଆଯିବ। ସମସ୍ତ ବିଭାଗକୁ ସମୟସୀମା ମଧ୍ୟରେ କାର୍ଯ୍ୟ ସମାପ୍ତ କରିବାକୁ ନିର୍ଦ୍ଦେଶ ଦିଆଯାଇଛି। (254, 360, 372, 397)
lead-headline: କେନ୍ଦ୍ର ସହ ଓଡ଼ିଶାର ଏମଓୟୁ (53, 76, 333, 105)
section-title: ବିଶେଷ (168, 8, 232, 36)
middle-right-story-3-text: ରାଜ୍ୟ ସରକାର ଓ କେନ୍ଦ୍ର ସରକାରଙ୍କ ମଧ୍ୟରେ ଏକ ଗୁରୁତ୍ୱପୂର୍ଣ୍ଣ ବୁଝାମଣା ପତ୍ର ସ୍ୱାକ୍ଷରିତ ହୋଇଛି। ଏହା ଦ୍ୱାରା ରାଜ୍ୟର ଉପକୂଳ ଅଞ୍ଚଳରେ ବିକାଶ କାର୍ଯ୍ୟ ତ୍ୱରାନ୍ୱିତ ହେବ ବୋଲି ମୁଖ୍ୟମନ୍ତ୍ରୀ କହିଛନ୍ତି। ଏହି ଅବସରରେ ବରିଷ୍ଠ ଅଧିକାରୀମାନେ ଉପସ୍ଥିତ ଥିଲେ। ବିଭିନ୍ନ ଯୋଜନା ସମ୍ପର୍କରେ ବିସ୍ତୃତ ଆଲୋଚନା କରାଯାଇଥିଲା। ଜନସାଧାରଣଙ୍କ ସୁବିଧା ପାଇଁ ନୂଆ ପଦକ୍ଷେପ ନିଆଯିବ। ସମସ୍ତ ବିଭାଗକୁ ସମୟସୀମା ମଧ୍ୟରେ କାର୍ଯ୍ୟ ସମାପ୍ତ କରିବାକୁ ନିର୍ଦ୍ଦେଶ ଦିଆଯାଇଛି। (424, 470, 496, 528)
